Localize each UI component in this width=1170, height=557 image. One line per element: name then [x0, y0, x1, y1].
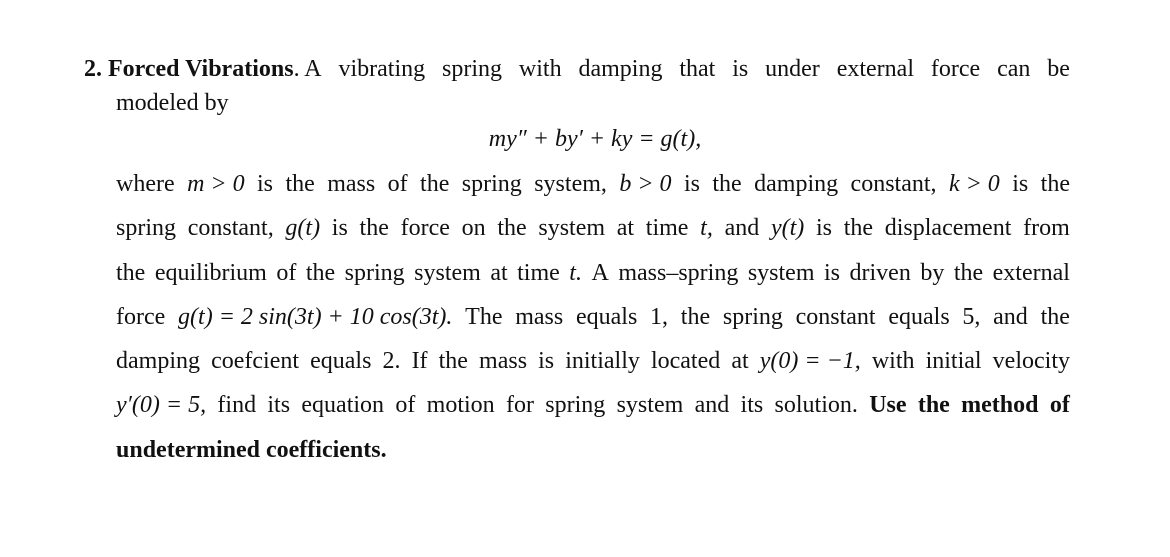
body-word: motion — [426, 392, 495, 419]
body-word: damping — [754, 171, 839, 197]
body-word: system, — [534, 171, 607, 197]
intro-word: spring — [442, 56, 503, 82]
intro-word: external — [836, 56, 914, 82]
body-word: located — [650, 348, 721, 375]
intro-word: force — [930, 56, 981, 82]
body-word: the — [285, 171, 315, 197]
body-word: spring — [344, 259, 405, 286]
body-word: on — [461, 215, 486, 242]
body-word: the — [305, 259, 336, 286]
body-word: Use — [869, 392, 907, 419]
intro-word: is — [732, 56, 749, 82]
body-word: velocity — [992, 348, 1070, 375]
body-word: and — [694, 392, 730, 419]
body-line — [116, 383, 1070, 427]
body-word: 2. — [382, 348, 401, 375]
body-word: 5, — [962, 303, 981, 330]
body-word: g(t) = 2 sin(3t) + 10 cos(3t). — [178, 303, 453, 330]
body-word: equation — [301, 392, 385, 419]
body-word: mass — [327, 171, 376, 197]
body-word: t. — [569, 259, 582, 286]
intro-line-1 — [84, 52, 1070, 86]
body-word: the — [917, 392, 950, 419]
body-word: the — [712, 171, 742, 197]
body-word: The — [465, 303, 503, 330]
body-word: y′(0) = 5, — [116, 392, 207, 419]
problem-number: 2. — [84, 56, 108, 82]
body-word: external — [992, 259, 1070, 286]
body-word: is — [1012, 171, 1029, 197]
body-word: the — [953, 259, 984, 286]
body-word: equals — [310, 348, 372, 375]
body-word: spring — [722, 303, 783, 330]
body-word: with — [871, 348, 915, 375]
governing-equation: my″ + by′ + ky = g(t), — [488, 126, 702, 152]
body-word: solution. — [774, 392, 858, 419]
body-line — [116, 162, 1070, 206]
body-word: the — [1040, 303, 1070, 330]
body-word: equals — [575, 303, 638, 330]
body-word: of — [387, 171, 408, 197]
body-word: is — [257, 171, 274, 197]
body-word: damping — [116, 348, 200, 375]
body-word: the — [420, 171, 450, 197]
body-word: mass — [479, 348, 528, 375]
body-word: system — [538, 215, 606, 242]
body-word: time — [645, 215, 689, 242]
body-word: the — [1040, 171, 1070, 197]
problem-title: Forced Vibrations — [108, 56, 294, 82]
body-word: for — [505, 392, 534, 419]
problem-body — [84, 162, 1070, 428]
intro-word: under — [765, 56, 820, 82]
body-word: method — [961, 392, 1039, 419]
body-word: equilibrium — [154, 259, 267, 286]
body-word: of — [395, 392, 416, 419]
body-word: y(0) = −1, — [759, 348, 861, 375]
body-word: from — [1023, 215, 1070, 242]
body-word: A — [591, 259, 609, 286]
body-word: initially — [565, 348, 640, 375]
intro-word: vibrating — [338, 56, 426, 82]
body-word: 1, — [650, 303, 669, 330]
body-word: at — [616, 215, 635, 242]
body-word: coefcient — [211, 348, 300, 375]
body-word: its — [740, 392, 764, 419]
body-word: the — [680, 303, 711, 330]
body-word: of — [1049, 392, 1070, 419]
body-word: mass — [515, 303, 564, 330]
method-instruction: undetermined coefficients. — [116, 436, 387, 463]
body-word: system — [616, 392, 684, 419]
body-word: and — [724, 215, 760, 242]
body-word: constant, — [850, 171, 937, 197]
body-word: force — [400, 215, 450, 242]
body-word: spring — [461, 171, 522, 197]
body-word: initial — [925, 348, 982, 375]
body-word: If — [411, 348, 428, 375]
body-word: y(t) — [770, 215, 805, 242]
body-word: force — [116, 303, 166, 330]
problem-2 — [84, 52, 1074, 472]
body-line — [116, 339, 1070, 383]
intro-word: . A — [293, 56, 322, 82]
body-word: is — [823, 259, 840, 286]
body-word: the — [116, 259, 146, 286]
intro-word: that — [679, 56, 716, 82]
body-word: constant — [795, 303, 876, 330]
intro-word: be — [1047, 56, 1070, 82]
body-word: g(t) — [285, 215, 321, 242]
body-word: at — [731, 348, 749, 375]
body-word: by — [920, 259, 945, 286]
body-word: spring — [116, 215, 176, 242]
body-word: the — [438, 348, 468, 375]
intro-word: damping — [578, 56, 663, 82]
body-word: the — [843, 215, 874, 242]
body-word: k > 0 — [948, 171, 1000, 197]
body-word: is — [815, 215, 832, 242]
body-word: mass–spring — [618, 259, 739, 286]
problem-heading — [84, 52, 322, 86]
body-word: system — [414, 259, 481, 286]
body-word: is — [538, 348, 555, 375]
body-word: the — [497, 215, 527, 242]
intro-word: can — [997, 56, 1031, 82]
body-word: system — [747, 259, 815, 286]
body-word: find — [217, 392, 257, 419]
body-word: equals — [888, 303, 950, 330]
body-word: at — [490, 259, 508, 286]
body-line — [116, 206, 1070, 250]
body-word: and — [993, 303, 1028, 330]
body-word: m > 0 — [187, 171, 245, 197]
body-word: is — [331, 215, 348, 242]
body-line — [116, 295, 1070, 339]
body-word: where — [116, 171, 175, 197]
intro-line-2: modeled by — [116, 90, 229, 116]
body-word: constant, — [187, 215, 274, 242]
body-word: is — [683, 171, 700, 197]
body-word: time — [517, 259, 560, 286]
body-word: b > 0 — [619, 171, 672, 197]
body-word: t, — [700, 215, 713, 242]
body-word: its — [267, 392, 291, 419]
body-word: spring — [545, 392, 606, 419]
body-line — [116, 251, 1070, 295]
body-word: of — [276, 259, 297, 286]
intro-word: with — [518, 56, 562, 82]
body-word: the — [359, 215, 389, 242]
body-word: driven — [849, 259, 911, 286]
body-word: displacement — [884, 215, 1012, 242]
